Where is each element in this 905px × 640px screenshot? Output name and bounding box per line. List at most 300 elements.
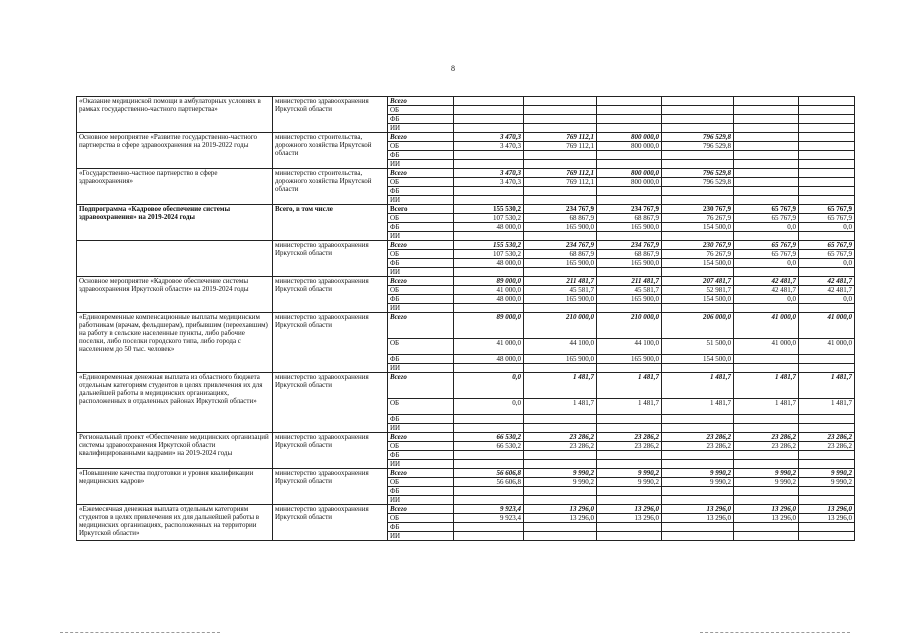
amount-cell <box>524 106 597 115</box>
amount-cell <box>734 415 799 424</box>
amount-cell <box>799 196 855 205</box>
amount-cell <box>662 151 734 160</box>
amount-cell <box>662 496 734 505</box>
amount-cell <box>734 160 799 169</box>
measure-name: «Оказание медицинской помощи в амбулаторных условиях в рамках государственно-частного партнерства» <box>77 97 273 133</box>
amount-cell: 154 500,0 <box>662 259 734 268</box>
amount-cell: 1 481,7 <box>597 373 662 399</box>
amount-cell: 165 900,0 <box>597 259 662 268</box>
table-row <box>77 205 855 214</box>
executor-cell: министерство здравоохранения Иркутской области <box>273 469 388 505</box>
amount-cell: 796 529,8 <box>662 178 734 187</box>
funding-source: ИИ <box>388 304 454 313</box>
amount-cell: 23 286,2 <box>597 433 662 442</box>
amount-cell <box>454 496 524 505</box>
amount-cell: 13 296,0 <box>597 505 662 514</box>
table-row <box>77 277 855 286</box>
funding-source: ФБ <box>388 487 454 496</box>
amount-cell: 13 296,0 <box>662 505 734 514</box>
amount-cell <box>597 487 662 496</box>
amount-cell: 230 767,9 <box>662 241 734 250</box>
funding-source: ФБ <box>388 115 454 124</box>
amount-cell <box>734 232 799 241</box>
amount-cell: 68 867,9 <box>597 214 662 223</box>
funding-source: ИИ <box>388 124 454 133</box>
amount-cell <box>662 523 734 532</box>
executor-cell: министерство здравоохранения Иркутской области <box>273 97 388 133</box>
amount-cell: 23 286,2 <box>799 433 855 442</box>
table-row <box>77 97 855 106</box>
amount-cell <box>662 424 734 433</box>
amount-cell <box>734 196 799 205</box>
amount-cell: 165 900,0 <box>524 295 597 304</box>
amount-cell: 0,0 <box>799 223 855 232</box>
table-row <box>77 133 855 142</box>
amount-cell: 165 900,0 <box>597 295 662 304</box>
amount-cell: 796 529,8 <box>662 169 734 178</box>
funding-source: Всего <box>388 169 454 178</box>
amount-cell: 234 767,9 <box>524 241 597 250</box>
funding-source: Всего <box>388 433 454 442</box>
amount-cell <box>524 451 597 460</box>
amount-cell: 44 100,0 <box>524 339 597 355</box>
measure-name: «Единовременные компенсационные выплаты медицинским работникам (врачам, фельдшерам), прибывшим (переехавшим) на работу в сельские населенные пункты, либо рабочие поселки, либо поселки городского типа, либо города с населением до 50 тыс. человек» <box>77 313 273 373</box>
amount-cell: 13 296,0 <box>524 514 597 523</box>
amount-cell: 211 481,7 <box>597 277 662 286</box>
amount-cell <box>454 196 524 205</box>
amount-cell <box>734 169 799 178</box>
amount-cell: 9 990,2 <box>524 478 597 487</box>
amount-cell <box>524 460 597 469</box>
amount-cell <box>799 424 855 433</box>
amount-cell <box>524 115 597 124</box>
amount-cell: 0,0 <box>734 295 799 304</box>
amount-cell <box>454 415 524 424</box>
measure-name: «Повышение качества подготовки и уровня квалификации медицинских кадров» <box>77 469 273 505</box>
measure-name <box>77 241 273 277</box>
amount-cell: 13 296,0 <box>524 505 597 514</box>
funding-source: ФБ <box>388 355 454 364</box>
amount-cell <box>597 451 662 460</box>
amount-cell: 41 000,0 <box>734 313 799 339</box>
executor-cell: министерство строительства, дорожного хозяйства Иркутской области <box>273 133 388 169</box>
amount-cell <box>662 487 734 496</box>
amount-cell <box>524 268 597 277</box>
amount-cell <box>734 133 799 142</box>
amount-cell: 9 990,2 <box>597 478 662 487</box>
amount-cell: 23 286,2 <box>734 442 799 451</box>
table-row <box>77 169 855 178</box>
funding-source: Всего <box>388 205 454 214</box>
amount-cell <box>454 460 524 469</box>
amount-cell: 23 286,2 <box>662 433 734 442</box>
measure-name: «Государственно-частное партнерство в сфере здравоохранения» <box>77 169 273 205</box>
executor-cell: министерство здравоохранения Иркутской области <box>273 241 388 277</box>
amount-cell <box>734 364 799 373</box>
amount-cell: 76 267,9 <box>662 250 734 259</box>
amount-cell: 3 470,3 <box>454 178 524 187</box>
amount-cell: 211 481,7 <box>524 277 597 286</box>
amount-cell <box>662 232 734 241</box>
amount-cell: 65 767,9 <box>799 205 855 214</box>
funding-source: ФБ <box>388 223 454 232</box>
funding-source: Всего <box>388 469 454 478</box>
amount-cell: 155 530,2 <box>454 241 524 250</box>
amount-cell: 0,0 <box>799 259 855 268</box>
amount-cell: 65 767,9 <box>799 250 855 259</box>
amount-cell: 9 990,2 <box>597 469 662 478</box>
amount-cell <box>799 232 855 241</box>
amount-cell <box>524 151 597 160</box>
amount-cell <box>799 364 855 373</box>
amount-cell: 9 923,4 <box>454 514 524 523</box>
amount-cell <box>799 268 855 277</box>
amount-cell: 42 481,7 <box>734 286 799 295</box>
measure-name: Региональный проект «Обеспечение медицинских организаций системы здравоохранения Иркутской области квалифицированными кадрами» на 2019-2024 годы <box>77 433 273 469</box>
amount-cell: 9 990,2 <box>734 469 799 478</box>
amount-cell <box>799 187 855 196</box>
amount-cell <box>799 415 855 424</box>
amount-cell <box>799 496 855 505</box>
executor-cell: министерство здравоохранения Иркутской области <box>273 505 388 541</box>
amount-cell <box>799 487 855 496</box>
amount-cell: 1 481,7 <box>799 373 855 399</box>
amount-cell: 56 606,8 <box>454 469 524 478</box>
funding-source: Всего <box>388 277 454 286</box>
amount-cell <box>799 304 855 313</box>
amount-cell: 42 481,7 <box>799 277 855 286</box>
amount-cell: 44 100,0 <box>597 339 662 355</box>
amount-cell <box>524 532 597 541</box>
amount-cell <box>799 460 855 469</box>
amount-cell <box>734 304 799 313</box>
amount-cell: 41 000,0 <box>799 339 855 355</box>
amount-cell: 56 606,8 <box>454 478 524 487</box>
amount-cell <box>799 133 855 142</box>
amount-cell: 48 000,0 <box>454 223 524 232</box>
amount-cell: 41 000,0 <box>799 313 855 339</box>
funding-source: ФБ <box>388 295 454 304</box>
funding-source: Всего <box>388 133 454 142</box>
amount-cell <box>454 304 524 313</box>
amount-cell: 65 767,9 <box>799 241 855 250</box>
amount-cell: 9 990,2 <box>799 478 855 487</box>
amount-cell: 0,0 <box>454 373 524 399</box>
amount-cell: 66 530,2 <box>454 433 524 442</box>
amount-cell: 234 767,9 <box>597 241 662 250</box>
amount-cell <box>734 151 799 160</box>
amount-cell: 89 000,0 <box>454 313 524 339</box>
amount-cell: 800 000,0 <box>597 133 662 142</box>
amount-cell: 13 296,0 <box>799 505 855 514</box>
amount-cell: 9 923,4 <box>454 505 524 514</box>
amount-cell: 9 990,2 <box>799 469 855 478</box>
amount-cell: 9 990,2 <box>524 469 597 478</box>
funding-source: ИИ <box>388 196 454 205</box>
amount-cell <box>454 523 524 532</box>
amount-cell: 51 500,0 <box>662 339 734 355</box>
amount-cell: 0,0 <box>734 259 799 268</box>
amount-cell <box>734 268 799 277</box>
amount-cell: 769 112,1 <box>524 133 597 142</box>
amount-cell: 1 481,7 <box>662 399 734 415</box>
amount-cell: 23 286,2 <box>734 433 799 442</box>
amount-cell <box>662 160 734 169</box>
amount-cell <box>454 124 524 133</box>
amount-cell: 796 529,8 <box>662 133 734 142</box>
funding-source: Всего <box>388 373 454 399</box>
amount-cell <box>597 424 662 433</box>
funding-source: ИИ <box>388 532 454 541</box>
amount-cell <box>454 115 524 124</box>
amount-cell: 207 481,7 <box>662 277 734 286</box>
amount-cell <box>454 151 524 160</box>
amount-cell <box>734 424 799 433</box>
table-row <box>77 433 855 442</box>
amount-cell <box>799 151 855 160</box>
amount-cell <box>662 304 734 313</box>
amount-cell <box>662 451 734 460</box>
funding-source: ОБ <box>388 250 454 259</box>
funding-source: ИИ <box>388 460 454 469</box>
amount-cell: 9 990,2 <box>734 478 799 487</box>
executor-cell: Всего, в том числе <box>273 205 388 241</box>
funding-source: ОБ <box>388 442 454 451</box>
amount-cell <box>454 424 524 433</box>
measure-name: «Ежемесячная денежная выплата отдельным категориям студентов в целях привлечения их для дальнейшей работы в медицинских организациях, расположенных на территории Иркутской области» <box>77 505 273 541</box>
measure-name: Подпрограмма «Кадровое обеспечение системы здравоохранения» на 2019-2024 годы <box>77 205 273 241</box>
funding-source: ИИ <box>388 424 454 433</box>
amount-cell <box>597 523 662 532</box>
amount-cell: 155 530,2 <box>454 205 524 214</box>
amount-cell <box>734 355 799 364</box>
budget-table <box>76 96 855 541</box>
amount-cell <box>597 160 662 169</box>
amount-cell <box>799 160 855 169</box>
amount-cell: 1 481,7 <box>524 399 597 415</box>
measure-name: Основное мероприятие «Развитие государственно-частного партнерства в сфере здравоохранения на 2019-2022 годы <box>77 133 273 169</box>
amount-cell <box>662 364 734 373</box>
amount-cell <box>454 451 524 460</box>
amount-cell <box>524 415 597 424</box>
amount-cell <box>662 460 734 469</box>
amount-cell: 48 000,0 <box>454 295 524 304</box>
measure-name: «Единовременная денежная выплата из областного бюджета отдельным категориям студентов в целях привлечения их для дальнейшей работы в медицинских организациях, расположенных в отдаленных районах Иркутской области» <box>77 373 273 433</box>
amount-cell <box>662 196 734 205</box>
amount-cell: 234 767,9 <box>597 205 662 214</box>
amount-cell <box>454 532 524 541</box>
amount-cell: 210 000,0 <box>597 313 662 339</box>
amount-cell: 165 900,0 <box>597 355 662 364</box>
amount-cell: 3 470,3 <box>454 133 524 142</box>
amount-cell <box>799 355 855 364</box>
amount-cell <box>799 124 855 133</box>
funding-source: ОБ <box>388 286 454 295</box>
amount-cell: 107 530,2 <box>454 214 524 223</box>
amount-cell: 154 500,0 <box>662 355 734 364</box>
funding-source: ФБ <box>388 151 454 160</box>
amount-cell: 23 286,2 <box>524 433 597 442</box>
funding-source: ОБ <box>388 514 454 523</box>
funding-source: ОБ <box>388 178 454 187</box>
amount-cell <box>734 97 799 106</box>
page-number: 8 <box>451 64 455 73</box>
amount-cell: 23 286,2 <box>799 442 855 451</box>
amount-cell: 206 000,0 <box>662 313 734 339</box>
table-row <box>77 505 855 514</box>
amount-cell: 0,0 <box>799 295 855 304</box>
amount-cell <box>734 487 799 496</box>
footer-divider <box>700 632 850 634</box>
amount-cell <box>597 232 662 241</box>
amount-cell: 48 000,0 <box>454 259 524 268</box>
funding-source: ИИ <box>388 268 454 277</box>
amount-cell: 76 267,9 <box>662 214 734 223</box>
amount-cell: 3 470,3 <box>454 142 524 151</box>
amount-cell <box>734 142 799 151</box>
amount-cell <box>597 532 662 541</box>
amount-cell: 165 900,0 <box>597 223 662 232</box>
amount-cell: 796 529,8 <box>662 142 734 151</box>
table-row <box>77 241 855 250</box>
amount-cell <box>597 124 662 133</box>
amount-cell <box>597 106 662 115</box>
funding-source: ИИ <box>388 496 454 505</box>
amount-cell <box>524 232 597 241</box>
amount-cell: 13 296,0 <box>799 514 855 523</box>
funding-source: ИИ <box>388 160 454 169</box>
amount-cell <box>734 532 799 541</box>
amount-cell <box>524 124 597 133</box>
amount-cell: 65 767,9 <box>734 214 799 223</box>
amount-cell <box>734 187 799 196</box>
amount-cell <box>662 268 734 277</box>
amount-cell <box>597 268 662 277</box>
amount-cell <box>524 187 597 196</box>
amount-cell: 1 481,7 <box>734 399 799 415</box>
amount-cell <box>734 178 799 187</box>
amount-cell <box>597 97 662 106</box>
amount-cell <box>597 115 662 124</box>
amount-cell: 68 867,9 <box>524 250 597 259</box>
amount-cell: 165 900,0 <box>524 259 597 268</box>
amount-cell: 13 296,0 <box>734 505 799 514</box>
funding-source: ИИ <box>388 364 454 373</box>
amount-cell <box>454 97 524 106</box>
amount-cell <box>799 142 855 151</box>
amount-cell: 769 112,1 <box>524 169 597 178</box>
amount-cell <box>454 160 524 169</box>
amount-cell <box>454 268 524 277</box>
amount-cell: 13 296,0 <box>662 514 734 523</box>
funding-source: ОБ <box>388 399 454 415</box>
amount-cell <box>597 460 662 469</box>
amount-cell <box>799 523 855 532</box>
amount-cell: 23 286,2 <box>662 442 734 451</box>
amount-cell <box>662 415 734 424</box>
amount-cell <box>524 196 597 205</box>
amount-cell <box>454 364 524 373</box>
amount-cell: 1 481,7 <box>799 399 855 415</box>
measure-name: Основное мероприятие «Кадровое обеспечение системы здравоохранения Иркутской области» на 2019-2024 годы <box>77 277 273 313</box>
amount-cell <box>597 196 662 205</box>
amount-cell: 107 530,2 <box>454 250 524 259</box>
amount-cell: 13 296,0 <box>597 514 662 523</box>
amount-cell: 800 000,0 <box>597 169 662 178</box>
amount-cell: 165 900,0 <box>524 223 597 232</box>
amount-cell: 23 286,2 <box>597 442 662 451</box>
amount-cell: 769 112,1 <box>524 142 597 151</box>
amount-cell <box>524 487 597 496</box>
executor-cell: министерство здравоохранения Иркутской области <box>273 313 388 373</box>
amount-cell: 800 000,0 <box>597 178 662 187</box>
amount-cell: 0,0 <box>454 399 524 415</box>
amount-cell: 769 112,1 <box>524 178 597 187</box>
amount-cell: 52 981,7 <box>662 286 734 295</box>
amount-cell <box>734 460 799 469</box>
amount-cell: 42 481,7 <box>734 277 799 286</box>
amount-cell <box>524 496 597 505</box>
amount-cell <box>734 523 799 532</box>
amount-cell: 45 581,7 <box>524 286 597 295</box>
amount-cell: 41 000,0 <box>454 339 524 355</box>
amount-cell <box>799 169 855 178</box>
amount-cell: 13 296,0 <box>734 514 799 523</box>
amount-cell <box>799 97 855 106</box>
amount-cell <box>524 424 597 433</box>
amount-cell: 9 990,2 <box>662 478 734 487</box>
amount-cell <box>524 523 597 532</box>
amount-cell <box>662 532 734 541</box>
amount-cell <box>662 115 734 124</box>
funding-source: ФБ <box>388 523 454 532</box>
funding-source: Всего <box>388 313 454 339</box>
amount-cell <box>799 532 855 541</box>
executor-cell: министерство строительства, дорожного хозяйства Иркутской области <box>273 169 388 205</box>
amount-cell <box>799 178 855 187</box>
amount-cell <box>524 97 597 106</box>
funding-source: ОБ <box>388 106 454 115</box>
amount-cell: 65 767,9 <box>734 241 799 250</box>
amount-cell <box>524 304 597 313</box>
table-row <box>77 469 855 478</box>
amount-cell: 65 767,9 <box>799 214 855 223</box>
amount-cell: 210 000,0 <box>524 313 597 339</box>
amount-cell: 45 581,7 <box>597 286 662 295</box>
amount-cell <box>597 304 662 313</box>
amount-cell <box>454 487 524 496</box>
amount-cell <box>597 364 662 373</box>
amount-cell: 154 500,0 <box>662 223 734 232</box>
funding-source: ИИ <box>388 232 454 241</box>
amount-cell <box>734 451 799 460</box>
funding-source: ОБ <box>388 339 454 355</box>
amount-cell <box>597 496 662 505</box>
amount-cell: 9 990,2 <box>662 469 734 478</box>
amount-cell <box>597 151 662 160</box>
funding-source: ОБ <box>388 478 454 487</box>
amount-cell <box>799 106 855 115</box>
amount-cell: 1 481,7 <box>524 373 597 399</box>
executor-cell: министерство здравоохранения Иркутской области <box>273 277 388 313</box>
amount-cell <box>597 415 662 424</box>
amount-cell: 1 481,7 <box>662 373 734 399</box>
funding-source: ФБ <box>388 187 454 196</box>
amount-cell: 234 767,9 <box>524 205 597 214</box>
amount-cell: 89 000,0 <box>454 277 524 286</box>
amount-cell: 66 530,2 <box>454 442 524 451</box>
amount-cell: 41 000,0 <box>734 339 799 355</box>
